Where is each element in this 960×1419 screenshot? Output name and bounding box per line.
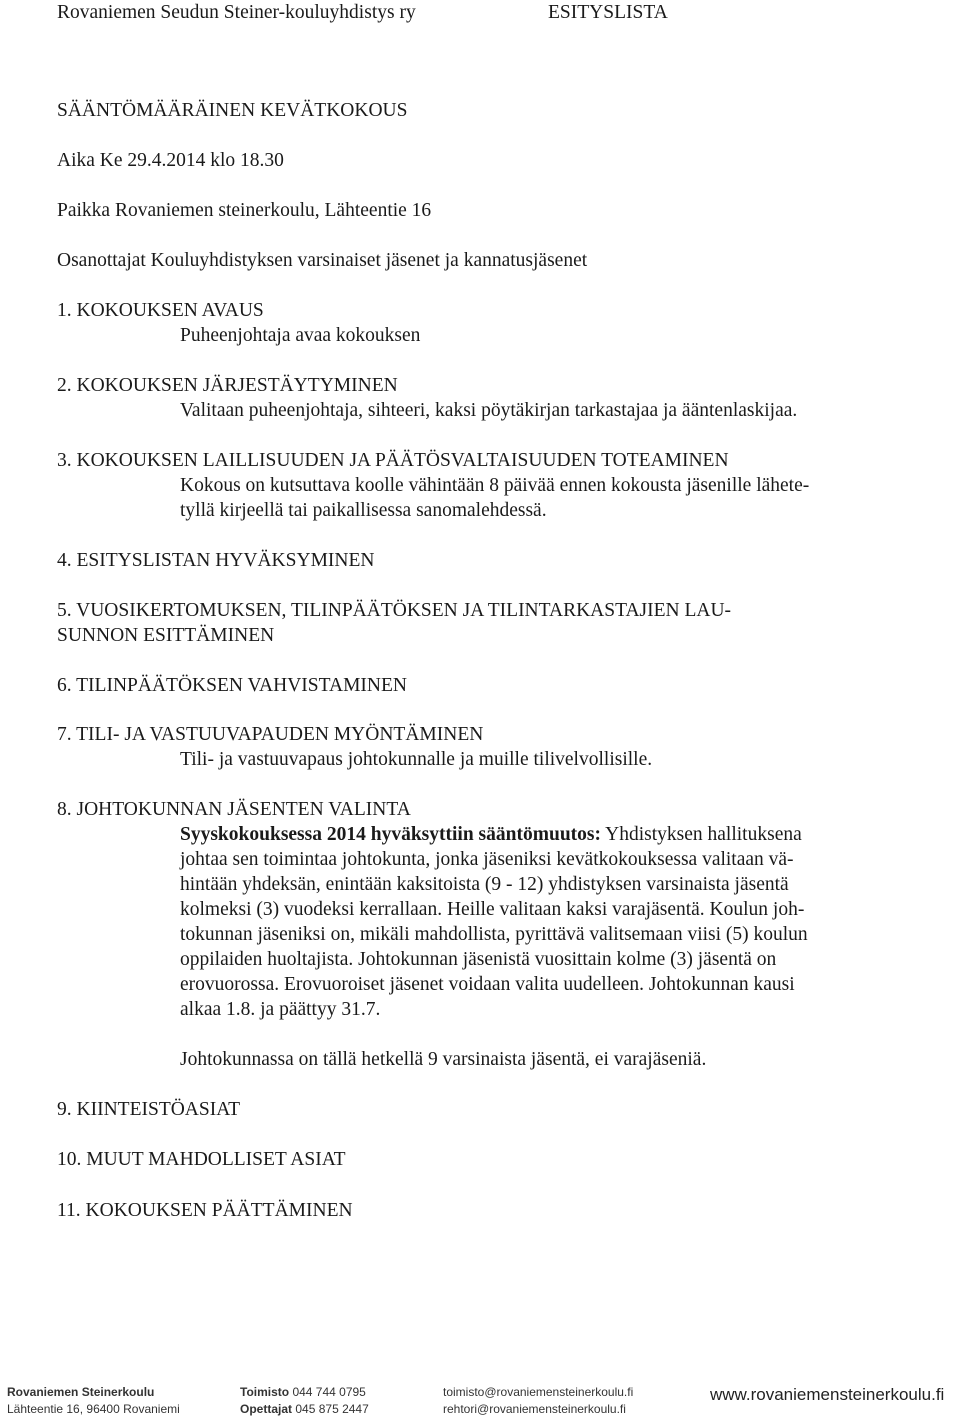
item-6-heading: 6. TILINPÄÄTÖKSEN VAHVISTAMINEN: [57, 675, 407, 696]
item-8-body-line-7: erovuorossa. Erovuoroiset jäsenet voidaan valita uudelleen. Johtokunnan kausi: [180, 974, 795, 995]
item-1-body: Puheenjohtaja avaa kokouksen: [180, 325, 421, 346]
item-8-body-line-5: tokunnan jäseniksi on, mikäli mahdollista, pyrittävä valitsemaan viisi (5) koulun: [180, 924, 808, 945]
item-3-body-line-2: tyllä kirjeellä tai paikallisessa sanomalehdessä.: [180, 500, 547, 521]
item-10-heading: 10. MUUT MAHDOLLISET ASIAT: [57, 1149, 346, 1170]
item-9-heading: 9. KIINTEISTÖASIAT: [57, 1099, 241, 1120]
meeting-time: Aika Ke 29.4.2014 klo 18.30: [57, 150, 284, 171]
meeting-place: Paikka Rovaniemen steinerkoulu, Lähteentie 16: [57, 200, 432, 221]
item-3-heading: 3. KOKOUKSEN LAILLISUUDEN JA PÄÄTÖSVALTAISUUDEN TOTEAMINEN: [57, 450, 729, 471]
item-5-heading-line-1: 5. VUOSIKERTOMUKSEN, TILINPÄÄTÖKSEN JA TILINTARKASTAJIEN LAU-: [57, 600, 732, 621]
item-8-heading: 8. JOHTOKUNNAN JÄSENTEN VALINTA: [57, 799, 411, 820]
meeting-participants: Osanottajat Kouluyhdistyksen varsinaiset jäsenet ja kannatusjäsenet: [57, 250, 588, 271]
item-11-heading: 11. KOKOUKSEN PÄÄTTÄMINEN: [57, 1200, 353, 1221]
footer-teachers-phone: Opettajat 045 875 2447: [240, 1402, 369, 1416]
item-8-body-line-8: alkaa 1.8. ja päättyy 31.7.: [180, 999, 381, 1020]
item-4-heading: 4. ESITYSLISTAN HYVÄKSYMINEN: [57, 550, 375, 571]
item-8-body-line-3: hintään yhdeksän, enintään kaksitoista (9 - 12) yhdistyksen varsinaista jäsentä: [180, 874, 789, 895]
item-3-body-line-1: Kokous on kutsuttava koolle vähintään 8 päivää ennen kokousta jäsenille lähete-: [180, 475, 810, 496]
item-8-body-line-2: johtaa sen toimintaa johtokunta, jonka jäseniksi kevätkokouksessa valitaan vä-: [180, 849, 794, 870]
document-type: ESITYSLISTA: [548, 2, 668, 23]
item-2-body: Valitaan puheenjohtaja, sihteeri, kaksi pöytäkirjan tarkastajaa ja ääntenlaskijaa.: [180, 400, 798, 421]
footer-office-email[interactable]: toimisto@rovaniemensteinerkoulu.fi: [443, 1385, 634, 1399]
meeting-title: SÄÄNTÖMÄÄRÄINEN KEVÄTKOKOUS: [57, 100, 408, 121]
item-7-heading: 7. TILI- JA VASTUUVAPAUDEN MYÖNTÄMINEN: [57, 724, 484, 745]
footer-address: Lähteentie 16, 96400 Rovaniemi: [7, 1402, 180, 1416]
item-8-body-line-1: [180, 822, 802, 847]
item-8-body-line-4: kolmeksi (3) vuodeksi kerrallaan. Heille valitaan kaksi varajäsentä. Koulun joh-: [180, 899, 805, 920]
item-1-heading: 1. KOKOUKSEN AVAUS: [57, 300, 264, 321]
item-8-bold-lead: Syyskokouksessa 2014 hyväksyttiin sääntömuutos:: [180, 824, 601, 845]
item-8-note: Johtokunnassa on tällä hetkellä 9 varsinaista jäsentä, ei varajäseniä.: [180, 1049, 707, 1070]
item-5-heading-line-2: SUNNON ESITTÄMINEN: [57, 625, 275, 646]
item-8-body-line-6: oppilaiden huoltajista. Johtokunnan jäsenistä vuosittain kolme (3) jäsentä on: [180, 949, 777, 970]
footer-website[interactable]: www.rovaniemensteinerkoulu.fi: [710, 1385, 945, 1404]
footer-school-name: Rovaniemen Steinerkoulu: [7, 1385, 155, 1399]
item-8-body-line-1-rest: Yhdistyksen hallituksena: [601, 824, 802, 845]
item-7-body: Tili- ja vastuuvapaus johtokunnalle ja muille tilivelvollisille.: [180, 749, 653, 770]
footer-principal-email[interactable]: rehtori@rovaniemensteinerkoulu.fi: [443, 1402, 626, 1416]
footer-office-phone: Toimisto 044 744 0795: [240, 1385, 366, 1399]
item-2-heading: 2. KOKOUKSEN JÄRJESTÄYTYMINEN: [57, 375, 398, 396]
organization-name: Rovaniemen Seudun Steiner-kouluyhdistys ry: [57, 2, 416, 23]
